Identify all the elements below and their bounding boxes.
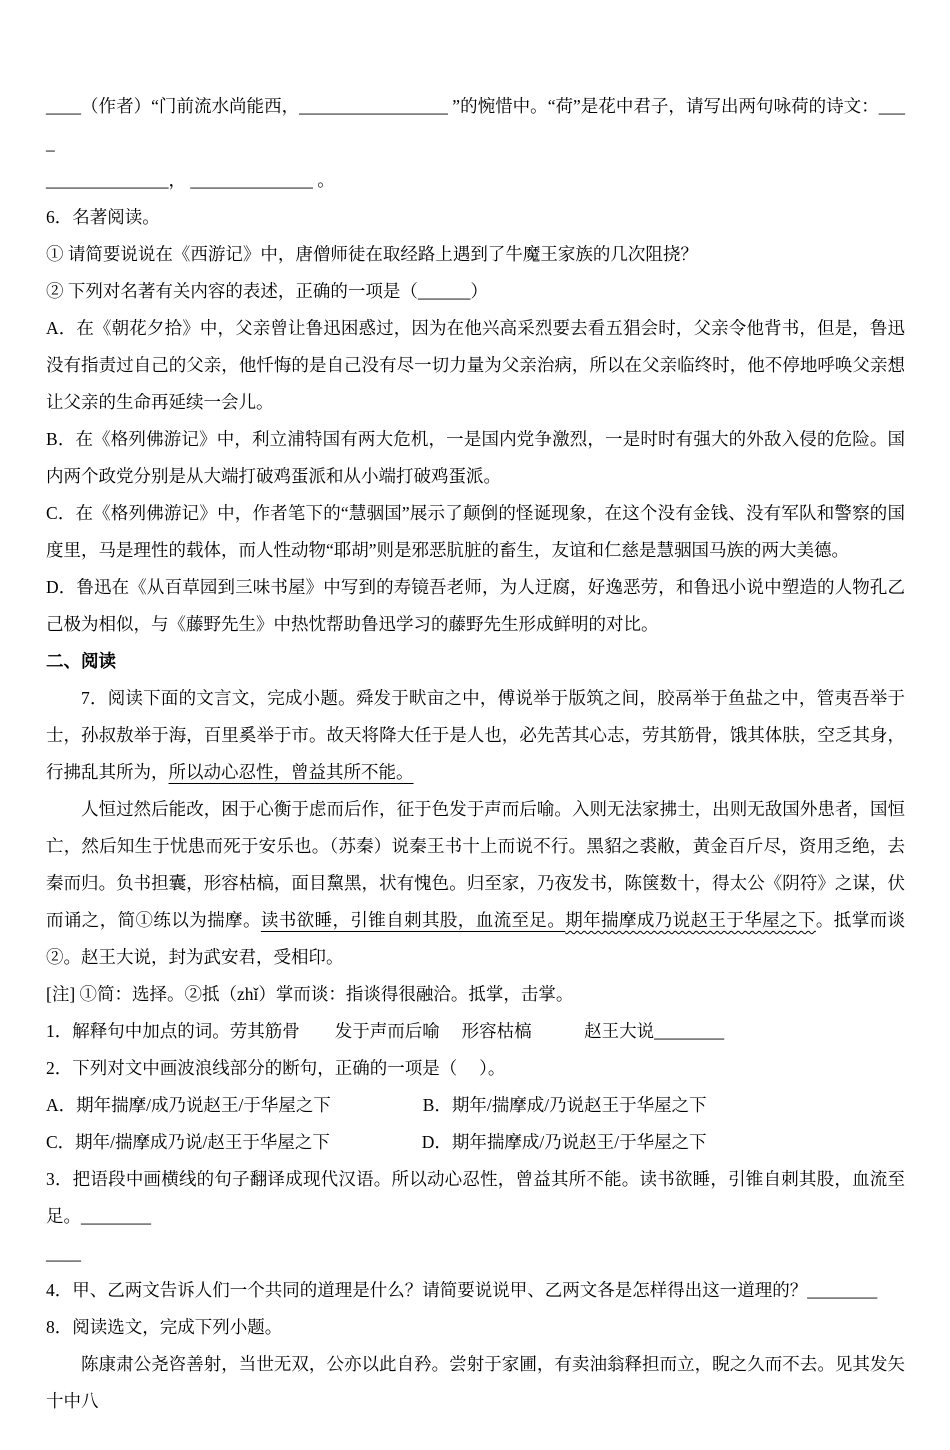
text-segment: A．在《朝花夕拾》中，父亲曾让鲁迅困惑过，因为在他兴高采烈要去看五猖会时，父亲令他背书，但是，鲁迅没有指责过自己的父亲，他忏悔的是自己没有尽一切力量为父亲治病，所以在父亲临终时，他不停地呼唤父亲想让父亲的生命再延续一会儿。 [46, 318, 905, 412]
text-segment: B．在《格列佛游记》中，利立浦特国有两大危机，一是国内党争激烈，一是时时有强大的外敌入侵的危险。国内两个政党分别是从大端打破鸡蛋派和从小端打破鸡蛋派。 [46, 429, 905, 486]
q5-continuation-line-2 [46, 162, 905, 199]
q7-passage-jia [46, 680, 905, 791]
text-segment: C．在《格列佛游记》中，作者笔下的“慧骃国”展示了颠倒的怪诞现象，在这个没有金钱、没有军队和警察的国度里，马是理性的载体，而人性动物“耶胡”则是邪恶肮脏的畜生，友谊和仁慈是慧骃国马族的两大美德。 [46, 503, 905, 560]
underlined-text: 所以动心忍性，曾益其所不能。 [168, 762, 414, 782]
q7-sub-1 [46, 1013, 905, 1050]
q6-part-1 [46, 236, 905, 273]
section-2-heading [46, 643, 905, 680]
underlined-text: 读书欲睡，引锥自刺其股，血流至足。 [260, 910, 566, 930]
q7-sub-2-options-cd [46, 1124, 905, 1161]
text-segment: 6．名著阅读。 [46, 207, 160, 227]
q6-option-d [46, 569, 905, 643]
q6-option-b [46, 421, 905, 495]
text-segment: 陈康肃公尧咨善射，当世无双，公亦以此自矜。尝射于家圃，有卖油翁释担而立，睨之久而不去。见其发矢十中八 [46, 1354, 905, 1411]
q7-sub-3 [46, 1161, 905, 1235]
text-segment: 3．把语段中画横线的句子翻译成现代汉语。所以动心忍性，曾益其所不能。读书欲睡，引锥自刺其股，血流至足。________ [46, 1169, 905, 1226]
text-segment: 2．下列对文中画波浪线部分的断句，正确的一项是（ ）。 [46, 1058, 506, 1078]
text-segment: [注] ①简：选择。②抵（zhǐ）掌而谈：指谈得很融洽。抵掌，击掌。 [46, 984, 574, 1004]
text-segment: ② 下列对名著有关内容的表述，正确的一项是（______） [46, 281, 488, 301]
text-segment: C．期年/揣摩成乃说/赵王于华屋之下 D．期年揣摩成/乃说赵王/于华屋之下 [46, 1132, 707, 1152]
text-segment: 7．阅读下面的文言文，完成小题。舜发于畎亩之中，傅说举于版筑之间，胶鬲举于鱼盐之中，管夷吾举于士，孙叔敖举于海，百里奚举于市。故天将降大任于是人也，必先苦其心志，劳其筋骨，饿其体肤，空乏其身，行拂乱其所为， [46, 688, 905, 782]
q6-part-2 [46, 273, 905, 310]
q6-option-c [46, 495, 905, 569]
q7-sub-2 [46, 1050, 905, 1087]
q6-option-a [46, 310, 905, 421]
q5-continuation-line-1 [46, 88, 905, 162]
document-body [46, 88, 905, 1420]
text-segment: 1．解释句中加点的词。劳其筋骨 发于声而后喻 形容枯槁 赵王大说________ [46, 1021, 725, 1041]
wavy-underlined-text: 期年揣摩成乃说赵王于华屋之下 [565, 910, 816, 930]
q7-note [46, 976, 905, 1013]
text-segment: ____ [46, 1243, 81, 1263]
q7-sub-4 [46, 1272, 905, 1309]
text-segment: ① 请简要说说在《西游记》中，唐僧师徒在取经路上遇到了牛魔王家族的几次阻挠？ [46, 244, 698, 264]
q7-sub-3-continuation [46, 1235, 905, 1272]
q7-passage-yi [46, 791, 905, 976]
text-segment: ______________， ______________ 。 [46, 170, 335, 190]
q7-sub-2-options-ab [46, 1087, 905, 1124]
text-segment: 二、阅读 [46, 651, 116, 671]
q6-heading [46, 199, 905, 236]
text-segment: ____（作者）“门前流水尚能西，_________________ ”的惋惜中。“荷”是花中君子，请写出两句咏荷的诗文：____ [46, 96, 905, 153]
q8-heading [46, 1309, 905, 1346]
text-segment: 8．阅读选文，完成下列小题。 [46, 1317, 283, 1337]
text-segment: 。抵掌而谈②。赵王大说，封为武安君，受相印。 [46, 910, 906, 967]
text-segment: 4．甲、乙两文告诉人们一个共同的道理是什么？请简要说说甲、乙两文各是怎样得出这一道理的？________ [46, 1280, 878, 1300]
text-segment: A．期年揣摩/成乃说赵王/于华屋之下 B．期年/揣摩成/乃说赵王于华屋之下 [46, 1095, 707, 1115]
q8-passage [46, 1346, 905, 1420]
text-segment: 人恒过然后能改，困于心衡于虑而后作，征于色发于声而后喻。入则无法家拂士，出则无敌国外患者，国恒亡，然后知生于忧患而死于安乐也。（苏秦）说秦王书十上而说不行。黑貂之裘敝，黄金百斤尽，资用乏绝，去秦而归。负书担囊，形容枯槁，面目黧黑，状有愧色。归至家，乃夜发书，陈箧数十，得太公《阴符》之谋，伏而诵之，简①练以为揣摩。 [46, 799, 905, 930]
text-segment: D．鲁迅在《从百草园到三味书屋》中写到的寿镜吾老师，为人迂腐，好逸恶劳，和鲁迅小说中塑造的人物孔乙己极为相似，与《藤野先生》中热忱帮助鲁迅学习的藤野先生形成鲜明的对比。 [46, 577, 905, 634]
